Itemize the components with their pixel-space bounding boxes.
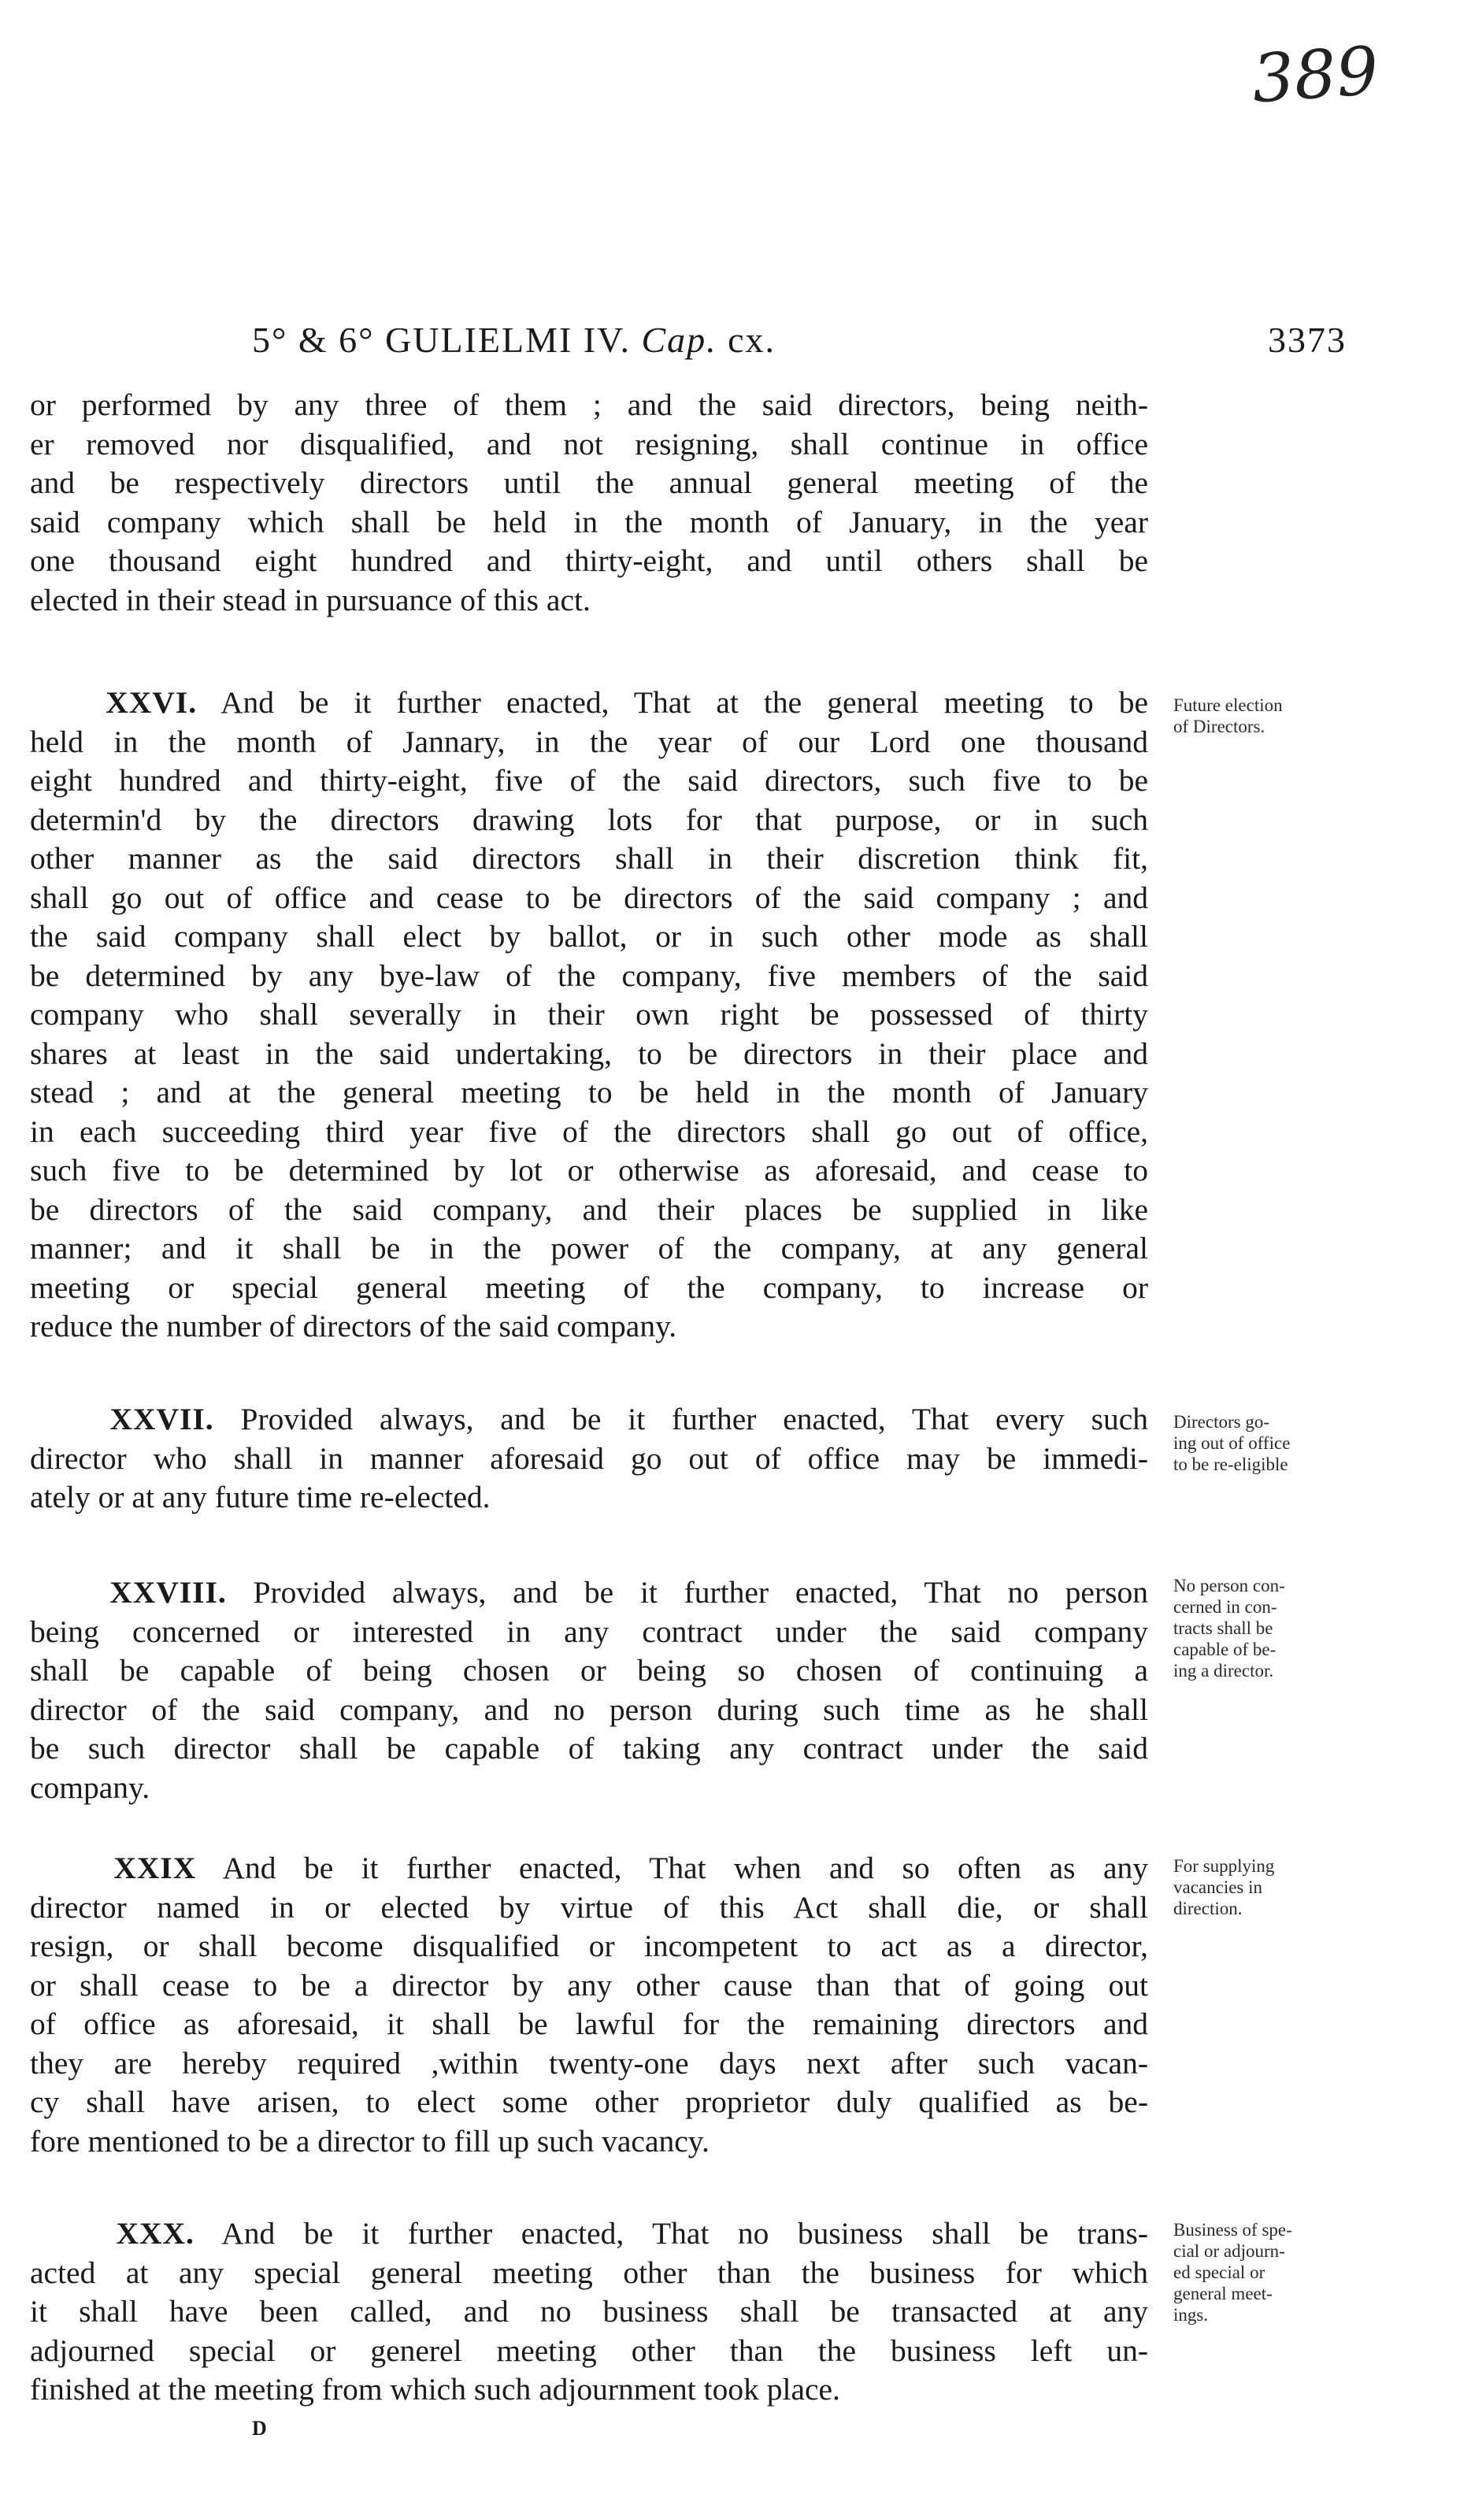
section-xxx — [30, 2214, 1148, 2410]
marginal-note-line: cial or adjourn- — [1173, 2241, 1285, 2261]
marginal-note-line: No person con- — [1173, 1576, 1285, 1595]
marginal-note-line: vacancies in — [1173, 1877, 1263, 1897]
text-line: elected in their stead in pursuance of this act. — [30, 582, 591, 617]
text-line: in each succeeding third year five of the directors shall go out of office, — [30, 1114, 1148, 1149]
marginal-note-line: ing a director. — [1173, 1661, 1274, 1681]
section-first-line — [30, 1573, 1148, 1613]
section-first-line-text: And be it further enacted, That no business shall be trans- — [194, 2216, 1149, 2251]
text-line: be directors of the said company, and their places be supplied in like — [30, 1191, 1148, 1227]
text-line: adjourned special or generel meeting other than the business left un- — [30, 2333, 1148, 2368]
text-line: eight hundred and thirty-eight, five of the said directors, such five to be — [30, 763, 1148, 798]
text-line: ately or at any future time re-elected. — [30, 1480, 491, 1514]
section-number: XXIX — [113, 1851, 197, 1885]
section-xxvii — [30, 1400, 1148, 1518]
text-line: other manner as the said directors shall in their discretion think fit, — [30, 841, 1148, 876]
text-line: stead ; and at the general meeting to be held in the month of January — [30, 1075, 1148, 1110]
text-line: company. — [30, 1770, 150, 1805]
text-line: shall go out of office and cease to be directors of the said company ; and — [30, 880, 1148, 915]
text-line: resign, or shall become disqualified or incompetent to act as a director, — [30, 1929, 1148, 1963]
marginal-note-line: tracts shall be — [1173, 1618, 1273, 1638]
text-line: they are hereby required ,within twenty-one days next after such vacan- — [30, 2045, 1148, 2081]
section-xxix — [30, 1849, 1148, 2161]
marginal-note-line: ed special or — [1173, 2262, 1265, 2282]
text-line: cy shall have arisen, to elect some other proprietor duly qualified as be- — [30, 2085, 1148, 2119]
marginal-note-line: ing out of office — [1173, 1433, 1291, 1453]
marginal-note-line: Directors go- — [1173, 1412, 1269, 1432]
section-first-line — [30, 684, 1148, 723]
text-line: reduce the number of directors of the said company. — [30, 1309, 677, 1343]
text-line: finished at the meeting from which such adjournment took place. — [30, 2372, 840, 2407]
section-number: XXVII. — [109, 1402, 214, 1436]
text-line: such five to be determined by lot or otherwise as aforesaid, and cease to — [30, 1153, 1148, 1188]
marginal-note-line: For supplying — [1173, 1856, 1275, 1876]
text-line: and be respectively directors until the annual general meeting of the — [30, 465, 1148, 500]
text-line: shares at least in the said undertaking, to be directors in their place and — [30, 1036, 1148, 1071]
text-line: director who shall in manner aforesaid go out of office may be immedi- — [30, 1440, 1148, 1476]
header-title-prefix: 5° & 6° GULIELMI IV. — [252, 320, 631, 360]
marginal-note-line: to be re-eligible — [1173, 1455, 1288, 1474]
marginal-note-line: direction. — [1173, 1899, 1243, 1918]
section-first-line-text: And be it further enacted, That when and so often as any — [196, 1851, 1148, 1885]
marginal-note-line: ings. — [1173, 2305, 1209, 2325]
marginal-note-business-special-meetings — [1173, 2219, 1354, 2325]
section-xxvi — [30, 684, 1148, 1347]
text-line: held in the month of Jannary, in the year of our Lord one thousand — [30, 724, 1148, 759]
marginal-note-line: Business of spe- — [1173, 2220, 1292, 2240]
section-xxviii — [30, 1573, 1148, 1807]
text-line: fore mentioned to be a director to fill up such vacancy. — [30, 2123, 710, 2159]
section-number: XXVIII. — [109, 1575, 227, 1610]
handwritten-folio-number: 389 — [1249, 32, 1381, 118]
text-line: be such director shall be capable of taking any contract under the said — [30, 1731, 1148, 1766]
section-first-line — [30, 1400, 1148, 1440]
text-line: director of the said company, and no person during such time as he shall — [30, 1692, 1148, 1727]
marginal-note-line: general meet- — [1173, 2284, 1273, 2303]
text-line: of office as aforesaid, it shall be lawful for the remaining directors and — [30, 2007, 1148, 2041]
page-number: 3373 — [1268, 320, 1347, 360]
text-line: er removed nor disqualified, and not resigning, shall continue in office — [30, 426, 1148, 461]
text-line: being concerned or interested in any contract under the said company — [30, 1614, 1148, 1649]
section-first-line-text: And be it further enacted, That at the general meeting to be — [197, 685, 1148, 720]
text-line: it shall have been called, and no business shall be transacted at any — [30, 2294, 1148, 2329]
marginal-note-line: cerned in con- — [1173, 1597, 1277, 1617]
text-line: manner; and it shall be in the power of the company, at any general — [30, 1231, 1148, 1266]
marginal-note-line: of Directors. — [1173, 717, 1265, 736]
marginal-note-supplying-vacancies — [1173, 1855, 1354, 1919]
header-chapter: cx. — [728, 320, 776, 360]
section-first-line — [30, 2214, 1148, 2254]
text-line: said company which shall be held in the month of January, in the year — [30, 504, 1148, 539]
marginal-note-directors-re-eligible — [1173, 1411, 1354, 1475]
section-number: XXX. — [116, 2216, 195, 2251]
text-line: one thousand eight hundred and thirty-eight, and until others shall be — [30, 543, 1148, 578]
text-line: company who shall severally in their own right be possessed of thirty — [30, 997, 1148, 1032]
text-line: director named in or elected by virtue of this Act shall die, or shall — [30, 1889, 1148, 1925]
marginal-note-future-election — [1173, 695, 1354, 737]
section-number: XXVI. — [106, 685, 198, 720]
header-cap: Cap. — [641, 320, 717, 360]
section-first-line-text: Provided always, and be it further enacted, That no person — [226, 1575, 1148, 1610]
marginal-note-no-person-concerned — [1173, 1575, 1354, 1681]
section-first-line-text: Provided always, and be it further enacted, That every such — [213, 1402, 1148, 1436]
text-line: acted at any special general meeting other than the business for which — [30, 2255, 1148, 2290]
section-first-line — [30, 1849, 1148, 1888]
marginal-note-line: Future election — [1173, 695, 1283, 715]
text-line: the said company shall elect by ballot, or in such other mode as shall — [30, 919, 1148, 954]
text-line: or shall cease to be a director by any other cause than that of going out — [30, 1967, 1148, 2003]
intro-paragraph — [30, 386, 1148, 620]
signature-mark: D — [252, 2417, 267, 2440]
text-line: determin'd by the directors drawing lots for that purpose, or in such — [30, 802, 1148, 837]
text-line: or performed by any three of them ; and the said directors, being neith- — [30, 387, 1148, 422]
running-header — [252, 309, 1339, 372]
marginal-note-line: capable of be- — [1173, 1640, 1276, 1659]
text-line: shall be capable of being chosen or being so chosen of continuing a — [30, 1653, 1148, 1688]
text-line: meeting or special general meeting of the company, to increase or — [30, 1269, 1148, 1305]
text-line: be determined by any bye-law of the company, five members of the said — [30, 958, 1148, 993]
